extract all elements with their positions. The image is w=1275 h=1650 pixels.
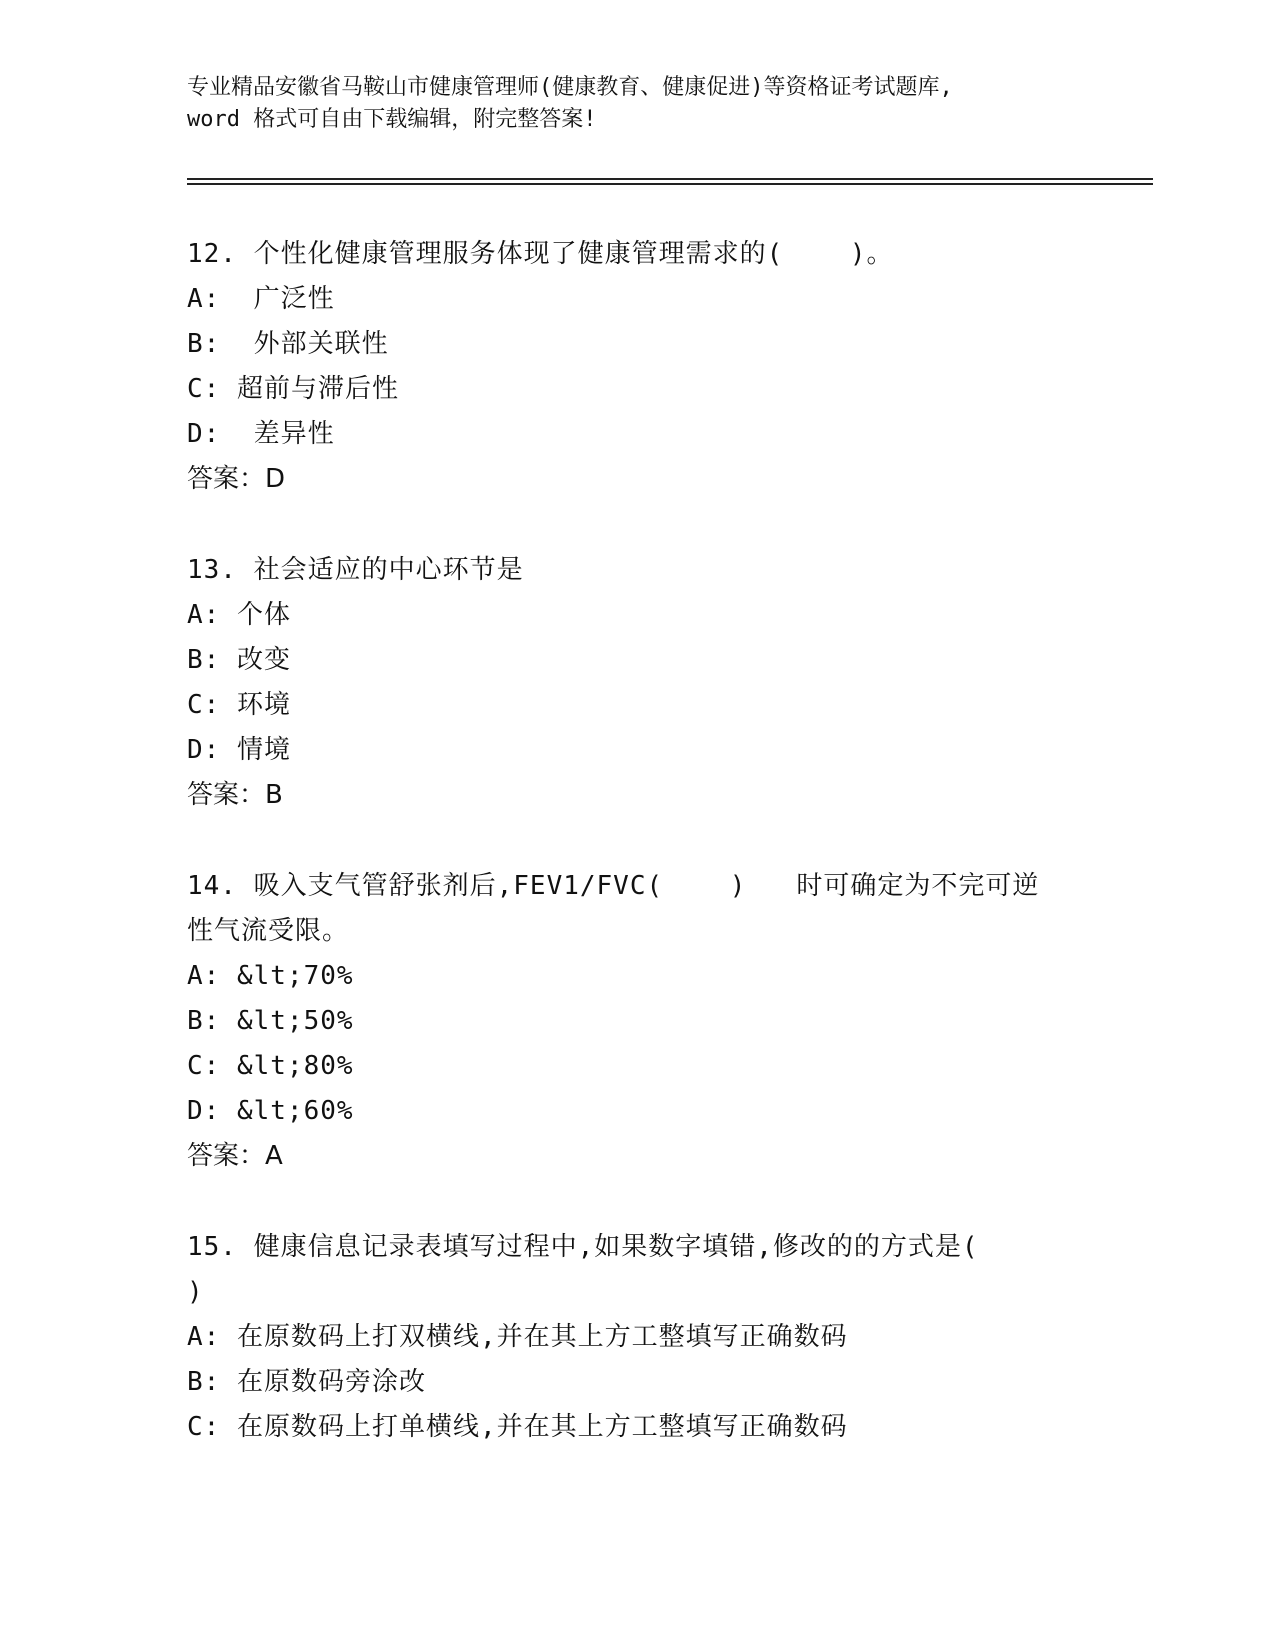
answer-line: 答案：B [187, 780, 283, 810]
question-13 [187, 548, 1087, 818]
option-d: D: 差异性 [187, 419, 335, 449]
option-b: B: 在原数码旁涂改 [187, 1367, 426, 1397]
question-stem: 14. 吸入支气管舒张剂后,FEV1/FVC( ) 时可确定为不完可逆性气流受限。 [187, 871, 1040, 946]
option-c: C: 超前与滞后性 [187, 374, 399, 404]
option-b: B: &lt;50% [187, 1006, 354, 1036]
question-stem: 15. 健康信息记录表填写过程中,如果数字填错,修改的的方式是( ) [187, 1232, 979, 1307]
option-a: A: 在原数码上打双横线,并在其上方工整填写正确数码 [187, 1322, 848, 1352]
header-subtitle-line: word 格式可自由下载编辑，附完整答案! [187, 107, 597, 132]
option-a: A: 个体 [187, 600, 291, 630]
option-a: A: &lt;70% [187, 961, 354, 991]
option-c: C: &lt;80% [187, 1051, 354, 1081]
header-divider-top [187, 178, 1153, 180]
question-15 [187, 1225, 1087, 1450]
document-header [187, 72, 1087, 136]
option-c: C: 环境 [187, 690, 291, 720]
option-b: B: 改变 [187, 645, 291, 675]
question-stem: 13. 社会适应的中心环节是 [187, 555, 524, 585]
option-b: B: 外部关联性 [187, 329, 389, 359]
question-list [187, 232, 1087, 1496]
option-c: C: 在原数码上打单横线,并在其上方工整填写正确数码 [187, 1412, 848, 1442]
header-title-line: 专业精品安徽省马鞍山市健康管理师(健康教育、健康促进)等资格证考试题库, [187, 75, 953, 100]
option-a: A: 广泛性 [187, 284, 335, 314]
question-14 [187, 864, 1087, 1179]
option-d: D: &lt;60% [187, 1096, 354, 1126]
option-d: D: 情境 [187, 735, 291, 765]
question-12 [187, 232, 1087, 502]
answer-line: 答案：D [187, 464, 286, 494]
answer-line: 答案：A [187, 1141, 283, 1171]
header-divider-bottom [187, 183, 1153, 185]
question-stem: 12. 个性化健康管理服务体现了健康管理需求的( )。 [187, 239, 894, 269]
